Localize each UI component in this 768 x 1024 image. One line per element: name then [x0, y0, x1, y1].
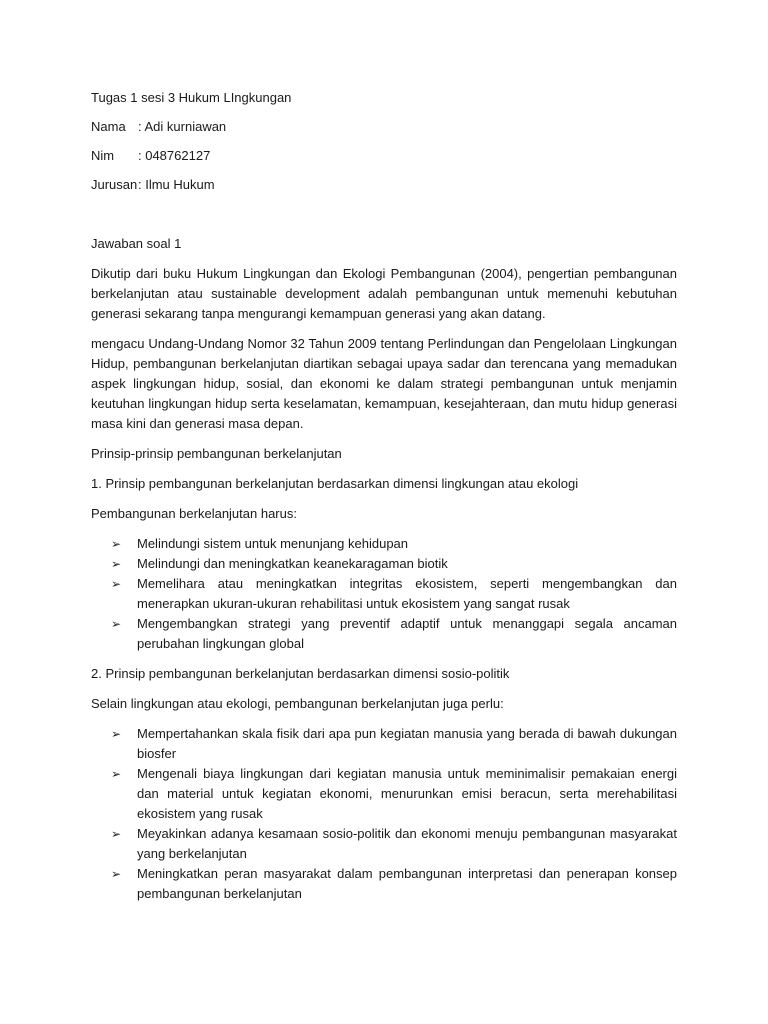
bullet-list-ecology [91, 534, 677, 654]
list-item-text: Meyakinkan adanya kesamaan sosio-politik dan ekonomi menuju pembangunan masyarakat yang berkelanjutan [137, 826, 677, 861]
list-item [91, 864, 677, 904]
meta-row-jurusan [91, 175, 677, 195]
meta-row-nim [91, 146, 677, 166]
meta-value: : Adi kurniawan [138, 119, 227, 134]
arrow-bullet-icon: ➢ [111, 727, 122, 741]
paragraph: mengacu Undang-Undang Nomor 32 Tahun 2009 tentang Perlindungan dan Pengelolaan Lingkungan Hidup, pembangunan berkelanjutan diartikan sebagai upaya sadar dan terencana yang memadukan aspek lingkungan hidup, sosial, dan ekonomi ke dalam strategi pembangunan untuk menjamin keutuhan lingkungan hidup serta keselamatan, kemampuan, kesejahteraan, dan mutu hidup generasi masa kini dan generasi masa depan. [91, 336, 677, 431]
section-title: 2. Prinsip pembangunan berkelanjutan berdasarkan dimensi sosio-politik [91, 666, 510, 681]
section-title: 1. Prinsip pembangunan berkelanjutan berdasarkan dimensi lingkungan atau ekologi [91, 476, 579, 491]
bullet-list-sociopolitical [91, 724, 677, 904]
list-item [91, 574, 677, 614]
meta-key: Nama [91, 119, 126, 134]
list-item-text: Melindungi dan meningkatkan keanekaragaman biotik [137, 556, 448, 571]
document-title: Tugas 1 sesi 3 Hukum LIngkungan [91, 90, 292, 105]
arrow-bullet-icon: ➢ [111, 557, 122, 571]
arrow-bullet-icon: ➢ [111, 617, 122, 631]
list-item-text: Mengenali biaya lingkungan dari kegiatan manusia untuk meminimalisir pemakaian energi dan material untuk kegiatan ekonomi, menurunkan emisi beracun, serta merehabilitasi ekosistem yang rusak [137, 766, 677, 821]
meta-key: Nim [91, 148, 115, 163]
arrow-bullet-icon: ➢ [111, 827, 122, 841]
list-item-text: Mengembangkan strategi yang preventif adaptif untuk menanggapi segala ancaman perubahan lingkungan global [137, 616, 677, 651]
list-item [91, 554, 677, 574]
arrow-bullet-icon: ➢ [111, 767, 122, 781]
answer-heading: Jawaban soal 1 [91, 236, 182, 251]
list-item [91, 764, 677, 824]
list-item [91, 724, 677, 764]
arrow-bullet-icon: ➢ [111, 867, 122, 881]
meta-value: : Ilmu Hukum [138, 177, 215, 192]
section-intro: Pembangunan berkelanjutan harus: [91, 506, 297, 521]
document-page [91, 88, 677, 914]
section-intro: Selain lingkungan atau ekologi, pembangunan berkelanjutan juga perlu: [91, 696, 504, 711]
meta-row-name [91, 117, 677, 137]
meta-value: : 048762127 [138, 148, 211, 163]
paragraph: Dikutip dari buku Hukum Lingkungan dan Ekologi Pembangunan (2004), pengertian pembangunan berkelanjutan atau sustainable development adalah pembangunan untuk memenuhi kebutuhan generasi sekarang tanpa mengurangi kemampuan generasi yang akan datang. [91, 266, 677, 321]
meta-key: Jurusan [91, 177, 138, 192]
arrow-bullet-icon: ➢ [111, 577, 122, 591]
spacer [91, 204, 677, 234]
list-item-text: Meningkatkan peran masyarakat dalam pembangunan interpretasi dan penerapan konsep pembangunan berkelanjutan [137, 866, 677, 901]
list-item-text: Memelihara atau meningkatkan integritas ekosistem, seperti mengembangkan dan menerapkan ukuran-ukuran rehabilitasi untuk ekosistem yang sangat rusak [137, 576, 677, 611]
list-item-text: Melindungi sistem untuk menunjang kehidupan [137, 536, 409, 551]
list-item-text: Mempertahankan skala fisik dari apa pun kegiatan manusia yang berada di bawah dukungan biosfer [137, 726, 677, 761]
list-item [91, 614, 677, 654]
arrow-bullet-icon: ➢ [111, 537, 122, 551]
section-heading: Prinsip-prinsip pembangunan berkelanjutan [91, 446, 342, 461]
list-item [91, 824, 677, 864]
list-item [91, 534, 677, 554]
